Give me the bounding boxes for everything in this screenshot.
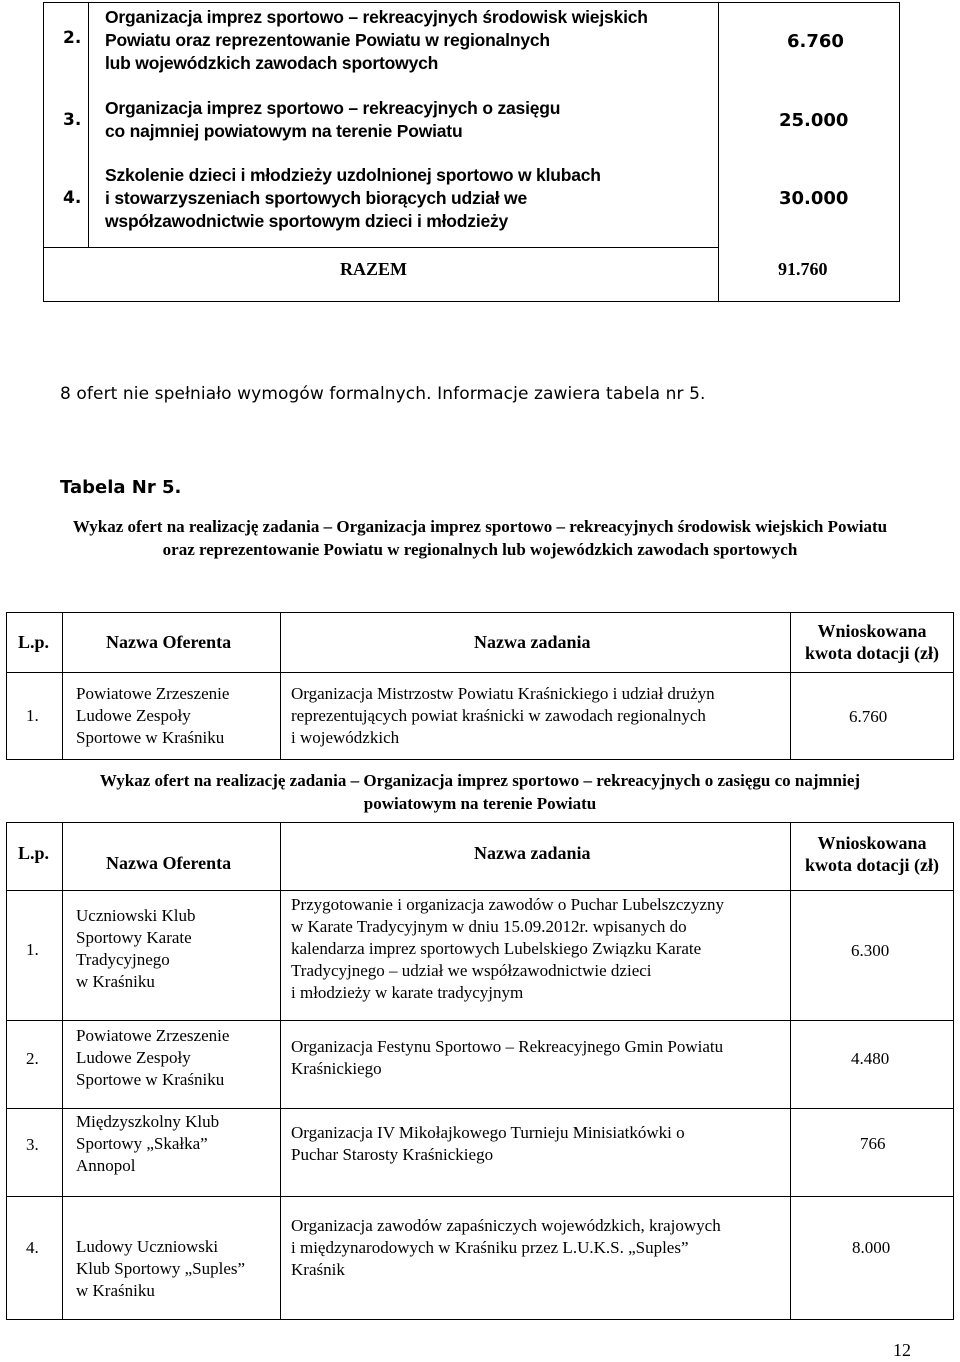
table-title: Tabela Nr 5. xyxy=(60,477,182,498)
amount-value: 25.000 xyxy=(779,110,849,131)
row-kwota: 4.480 xyxy=(851,1049,890,1068)
row-oferent: Międzyszkolny Klub Sportowy „Skałka” Annopol xyxy=(76,1112,220,1175)
row-zadanie: Przygotowanie i organizacja zawodów o Puchar Lubelszczyzny w Karate Tradycyjnym w dniu 15.09.2012r. wpisanych do kalendarza imprez sportowych Lubelskiego Związku Karate Tradycyjnego – udział we współzawodnictwie dzieci i młodzieży w karate tradycyjnym xyxy=(291,895,725,1002)
table-divider xyxy=(6,890,954,891)
header-lp: L.p. xyxy=(18,843,50,863)
table-divider xyxy=(280,822,281,1320)
table-divider xyxy=(62,822,63,1320)
row-number: 2. xyxy=(63,28,82,48)
table-divider xyxy=(280,612,281,760)
row-oferent: Powiatowe Zrzeszenie Ludowe Zespoły Sportowe w Kraśniku xyxy=(76,1026,230,1089)
section-heading: Wykaz ofert na realizację zadania – Organizacja imprez sportowo – rekreacyjnych o zasięgu co najmniej powiatowym na terenie Powiatu xyxy=(99,771,861,813)
row-kwota: 8.000 xyxy=(852,1238,891,1257)
total-label: RAZEM xyxy=(340,259,407,279)
row-oferent: Ludowy Uczniowski Klub Sportowy „Suples” w Kraśniku xyxy=(76,1237,246,1300)
info-text: 8 ofert nie spełniało wymogów formalnych. Informacje zawiera tabela nr 5. xyxy=(60,384,706,404)
row-kwota: 6.300 xyxy=(851,941,890,960)
table-divider xyxy=(790,822,791,1320)
row-number: 4. xyxy=(63,188,82,208)
row-lp: 1. xyxy=(26,706,39,725)
row-zadanie: Organizacja Festynu Sportowo – Rekreacyjnego Gmin Powiatu Kraśnickiego xyxy=(291,1037,724,1078)
row-lp: 3. xyxy=(26,1135,39,1154)
amount-value: 6.760 xyxy=(787,31,844,52)
row-oferent: Powiatowe Zrzeszenie Ludowe Zespoły Sportowe w Kraśniku xyxy=(76,684,230,747)
header-kwota: Wnioskowana kwota dotacji (zł) xyxy=(805,833,939,875)
section-heading: Wykaz ofert na realizację zadania – Organizacja imprez sportowo – rekreacyjnych środowisk wiejskich Powiatu oraz reprezentowanie Powiatu w regionalnych lub wojewódzkich zawodach sportowych xyxy=(72,517,888,559)
header-oferent: Nazwa Oferenta xyxy=(106,632,232,652)
task-name: Organizacja imprez sportowo – rekreacyjnych o zasięgu co najmniej powiatowym na terenie Powiatu xyxy=(105,98,561,141)
table-divider xyxy=(6,672,954,673)
header-zadanie: Nazwa zadania xyxy=(474,843,591,863)
row-kwota: 6.760 xyxy=(849,707,888,726)
task-name: Szkolenie dzieci i młodzieży uzdolnionej sportowo w klubach i stowarzyszeniach sportowych biorących udział we współzawodnictwie sportowym dzieci i młodzieży xyxy=(105,165,601,231)
amount-value: 30.000 xyxy=(779,188,849,209)
table-divider xyxy=(790,612,791,760)
row-zadanie: Organizacja zawodów zapaśniczych wojewódzkich, krajowych i międzynarodowych w Kraśniku przez L.U.K.S. „Suples” Kraśnik xyxy=(291,1216,721,1279)
table-divider xyxy=(718,3,719,301)
row-oferent: Uczniowski Klub Sportowy Karate Tradycyjnego w Kraśniku xyxy=(76,906,196,991)
row-lp: 2. xyxy=(26,1049,39,1068)
row-zadanie: Organizacja IV Mikołajkowego Turnieju Minisiatkówki o Puchar Starosty Kraśnickiego xyxy=(291,1123,685,1164)
header-kwota: Wnioskowana kwota dotacji (zł) xyxy=(805,621,939,663)
table-divider xyxy=(6,1196,954,1197)
header-lp: L.p. xyxy=(18,632,50,652)
table-divider xyxy=(88,3,89,247)
header-oferent: Nazwa Oferenta xyxy=(106,853,232,873)
row-lp: 1. xyxy=(26,940,39,959)
task-name: Organizacja imprez sportowo – rekreacyjnych środowisk wiejskich Powiatu oraz reprezentowanie Powiatu w regionalnych lub wojewódzkich zawodach sportowych xyxy=(105,7,648,73)
table-divider xyxy=(44,247,718,248)
table-divider xyxy=(62,612,63,760)
row-number: 3. xyxy=(63,110,82,130)
table-divider xyxy=(6,1020,954,1021)
row-lp: 4. xyxy=(26,1238,39,1257)
header-zadanie: Nazwa zadania xyxy=(474,632,591,652)
row-zadanie: Organizacja Mistrzostw Powiatu Kraśnickiego i udział drużyn reprezentujących powiat kraśnicki w zawodach regionalnych i wojewódzkich xyxy=(291,684,715,747)
page-number: 12 xyxy=(893,1340,911,1360)
total-value: 91.760 xyxy=(778,259,828,279)
table-divider xyxy=(6,1108,954,1109)
row-kwota: 766 xyxy=(860,1134,886,1153)
